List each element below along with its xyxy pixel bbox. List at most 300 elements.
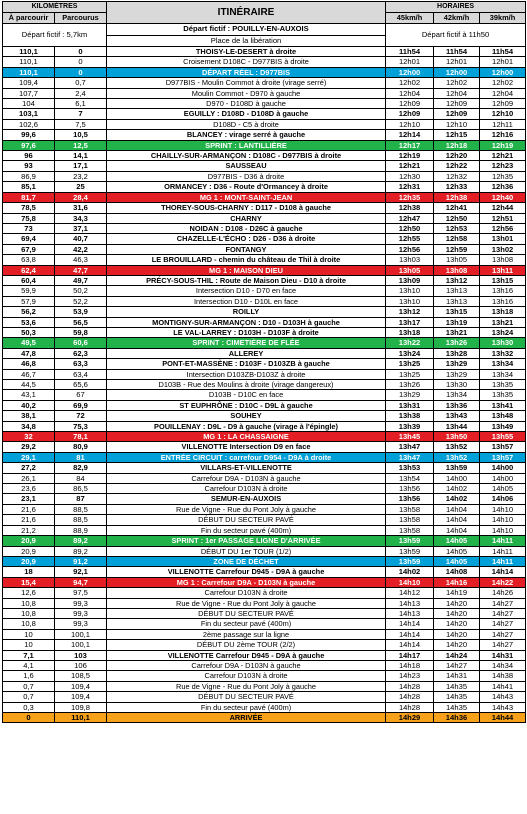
km-covered-cell: 17,1 <box>55 161 107 171</box>
time-39-cell: 12h11 <box>480 119 526 129</box>
time-39-cell: 12h21 <box>480 151 526 161</box>
itinerary-step-cell: EGUILLY : D108D - D108D à gauche <box>107 109 386 119</box>
km-remaining-cell: 81,7 <box>3 192 55 202</box>
km-covered-cell: 109,4 <box>55 692 107 702</box>
itinerary-step-cell: ST EUPHRÔNE : D10C - D9L à gauche <box>107 400 386 410</box>
time-42-cell: 13h08 <box>434 265 480 275</box>
time-42-cell: 13h36 <box>434 400 480 410</box>
itinerary-step-cell: VILLARS-ET-VILLENOTTE <box>107 463 386 473</box>
km-remaining-cell: 75,8 <box>3 213 55 223</box>
time-45-cell: 14h14 <box>386 640 434 650</box>
itinerary-step-cell: DÉBUT DU SECTEUR PAVÉ <box>107 692 386 702</box>
itinerary-step-cell: 2ème passage sur la ligne <box>107 629 386 639</box>
time-39-cell: 13h34 <box>480 359 526 369</box>
time-45-cell: 14h10 <box>386 577 434 587</box>
itinerary-row <box>3 629 526 639</box>
time-39-cell: 13h18 <box>480 307 526 317</box>
km-remaining-cell: 99,6 <box>3 130 55 140</box>
itinerary-step-cell: SEMUR-EN-AUXOIS <box>107 494 386 504</box>
fictive-start-place: Départ fictif : POUILLY-EN-AUXOIS <box>107 24 386 36</box>
time-39-cell: 12h01 <box>480 57 526 67</box>
itinerary-row <box>3 608 526 618</box>
itinerary-row <box>3 296 526 306</box>
time-39-cell: 13h21 <box>480 317 526 327</box>
km-covered-cell: 108,5 <box>55 671 107 681</box>
km-covered-cell: 80,9 <box>55 442 107 452</box>
time-42-cell: 14h19 <box>434 588 480 598</box>
km-covered-cell: 110,1 <box>55 713 107 723</box>
itinerary-step-cell: MG 1 : LA CHASSAIGNE <box>107 432 386 442</box>
time-45-cell: 13h12 <box>386 307 434 317</box>
time-42-cell: 14h31 <box>434 671 480 681</box>
itinerary-step-cell: PONT-ET-MASSÈNE : D103F - D103ZB à gauche <box>107 359 386 369</box>
km-covered-cell: 100,1 <box>55 640 107 650</box>
km-covered-cell: 100,1 <box>55 629 107 639</box>
itinerary-step-cell: D977BIS - Moulin Commot à droite (virage serré) <box>107 78 386 88</box>
time-39-cell: 14h27 <box>480 629 526 639</box>
itinerary-step-cell: DÉPART RÉEL : D977BIS <box>107 67 386 77</box>
km-remaining-cell: 59,9 <box>3 286 55 296</box>
time-42-cell: 14h20 <box>434 598 480 608</box>
itinerary-row <box>3 203 526 213</box>
itinerary-row <box>3 47 526 57</box>
itinerary-row <box>3 515 526 525</box>
itinerary-step-cell: DÉBUT DU SECTEUR PAVÉ <box>107 515 386 525</box>
itinerary-step-cell: POUILLENAY : D9L - D9 à gauche (virage à l'épingle) <box>107 421 386 431</box>
itinerary-row <box>3 78 526 88</box>
itinerary-step-cell: Carrefour D103N à droite <box>107 588 386 598</box>
time-39-cell: 13h35 <box>480 390 526 400</box>
km-covered-cell: 12,5 <box>55 140 107 150</box>
time-39-cell: 12h44 <box>480 203 526 213</box>
km-covered-cell: 49,7 <box>55 275 107 285</box>
time-45-cell: 13h47 <box>386 452 434 462</box>
km-remaining-cell: 60,4 <box>3 275 55 285</box>
km-covered-cell: 103 <box>55 650 107 660</box>
itinerary-row <box>3 598 526 608</box>
itinerary-row <box>3 588 526 598</box>
km-remaining-cell: 10,8 <box>3 619 55 629</box>
itinerary-row <box>3 140 526 150</box>
time-39-cell: 13h55 <box>480 432 526 442</box>
time-39-cell: 12h09 <box>480 99 526 109</box>
time-45-cell: 13h24 <box>386 348 434 358</box>
km-remaining-cell: 78,5 <box>3 203 55 213</box>
time-45-cell: 13h31 <box>386 400 434 410</box>
itinerary-row <box>3 463 526 473</box>
km-covered-cell: 2,4 <box>55 88 107 98</box>
itinerary-step-cell: SAUSSEAU <box>107 161 386 171</box>
time-45-cell: 13h29 <box>386 390 434 400</box>
time-42-cell: 13h50 <box>434 432 480 442</box>
itinerary-step-cell: D103B - D10C en face <box>107 390 386 400</box>
itinerary-step-cell: DÉBUT DU 1er TOUR (1/2) <box>107 546 386 556</box>
time-45-cell: 13h03 <box>386 255 434 265</box>
itinerary-step-cell: SPRINT : LANTILLIÈRE <box>107 140 386 150</box>
fictive-start-place-detail: Place de la libération <box>107 35 386 47</box>
time-39-cell: 14h11 <box>480 556 526 566</box>
itinerary-row <box>3 130 526 140</box>
itinerary-step-cell: D970 - D108D à gauche <box>107 99 386 109</box>
time-45-cell: 13h10 <box>386 286 434 296</box>
km-remaining-cell: 10 <box>3 629 55 639</box>
time-39-cell: 12h23 <box>480 161 526 171</box>
time-39-cell: 13h24 <box>480 327 526 337</box>
km-remaining-cell: 4,1 <box>3 660 55 670</box>
km-remaining-cell: 21,6 <box>3 515 55 525</box>
itinerary-step-cell: ALLEREY <box>107 348 386 358</box>
km-remaining-cell: 12,6 <box>3 588 55 598</box>
itinerary-row <box>3 109 526 119</box>
km-covered-cell: 59,8 <box>55 327 107 337</box>
itinerary-table <box>2 1 526 723</box>
km-remaining-cell: 46,8 <box>3 359 55 369</box>
km-covered-cell: 31,6 <box>55 203 107 213</box>
time-39-cell: 14h14 <box>480 567 526 577</box>
itinerary-step-cell: SOUHEY <box>107 411 386 421</box>
itinerary-step-cell: Intersection D103ZB-D103Z à droite <box>107 369 386 379</box>
time-42-cell: 14h20 <box>434 619 480 629</box>
fictive-start-row <box>3 24 526 36</box>
time-42-cell: 14h08 <box>434 567 480 577</box>
itinerary-row <box>3 171 526 181</box>
km-remaining-cell: 0 <box>3 713 55 723</box>
time-42-cell: 12h02 <box>434 78 480 88</box>
time-45-cell: 13h26 <box>386 380 434 390</box>
itinerary-row <box>3 213 526 223</box>
time-45-cell: 13h56 <box>386 484 434 494</box>
itinerary-row <box>3 671 526 681</box>
km-remaining-cell: 34,8 <box>3 421 55 431</box>
time-42-cell: 14h24 <box>434 650 480 660</box>
time-42-cell: 12h09 <box>434 99 480 109</box>
itinerary-row <box>3 182 526 192</box>
itinerary-row <box>3 57 526 67</box>
time-42-cell: 14h35 <box>434 681 480 691</box>
time-42-cell: 14h20 <box>434 640 480 650</box>
km-remaining-cell: 21,6 <box>3 504 55 514</box>
time-39-cell: 14h43 <box>480 702 526 712</box>
time-39-cell: 14h10 <box>480 504 526 514</box>
time-42-cell: 12h10 <box>434 119 480 129</box>
time-39-cell: 14h31 <box>480 650 526 660</box>
itinerary-row <box>3 327 526 337</box>
itinerary-step-cell: ZONE DE DÉCHET <box>107 556 386 566</box>
itinerary-row <box>3 442 526 452</box>
itinerary-row <box>3 99 526 109</box>
time-42-cell: 13h13 <box>434 286 480 296</box>
time-45-cell: 14h29 <box>386 713 434 723</box>
time-39-cell: 14h11 <box>480 536 526 546</box>
km-remaining-cell: 104 <box>3 99 55 109</box>
time-45-cell: 12h09 <box>386 99 434 109</box>
time-45-cell: 14h02 <box>386 567 434 577</box>
itinerary-row <box>3 161 526 171</box>
time-39-cell: 12h40 <box>480 192 526 202</box>
time-42-cell: 13h44 <box>434 421 480 431</box>
time-42-cell: 13h29 <box>434 359 480 369</box>
time-42-cell: 13h15 <box>434 307 480 317</box>
time-42-cell: 13h12 <box>434 275 480 285</box>
schedule-group-header: HORAIRES <box>386 2 526 13</box>
time-42-cell: 12h33 <box>434 182 480 192</box>
time-45-cell: 12h17 <box>386 140 434 150</box>
km-remaining-cell: 63,8 <box>3 255 55 265</box>
km-covered-cell: 88,5 <box>55 504 107 514</box>
time-45-cell: 12h09 <box>386 109 434 119</box>
time-45-cell: 13h54 <box>386 473 434 483</box>
km-covered-cell: 84 <box>55 473 107 483</box>
time-42-cell: 12h01 <box>434 57 480 67</box>
time-45-cell: 13h38 <box>386 411 434 421</box>
km-remaining-cell: 50,3 <box>3 327 55 337</box>
km-remaining-cell: 93 <box>3 161 55 171</box>
itinerary-step-cell: VILLENOTTE Carrefour D945 - D9A à gauche <box>107 567 386 577</box>
km-remaining-cell: 0,7 <box>3 681 55 691</box>
time-42-cell: 14h16 <box>434 577 480 587</box>
itinerary-header: ITINÉRAIRE <box>107 2 386 24</box>
time-42-cell: 13h29 <box>434 369 480 379</box>
km-covered-cell: 81 <box>55 452 107 462</box>
time-45-cell: 14h17 <box>386 650 434 660</box>
time-45-cell: 12h14 <box>386 130 434 140</box>
km-covered-cell: 10,5 <box>55 130 107 140</box>
itinerary-row <box>3 421 526 431</box>
time-39-cell: 13h08 <box>480 255 526 265</box>
time-42-cell: 13h13 <box>434 296 480 306</box>
time-45-cell: 12h30 <box>386 171 434 181</box>
time-42-cell: 12h09 <box>434 109 480 119</box>
km-covered-cell: 62,3 <box>55 348 107 358</box>
time-39-cell: 14h10 <box>480 525 526 535</box>
time-39-cell: 14h00 <box>480 473 526 483</box>
time-42-cell: 12h50 <box>434 213 480 223</box>
km-remaining-cell: 27,2 <box>3 463 55 473</box>
itinerary-step-cell: PRÉCY-SOUS-THIL : Route de Maison Dieu - D10 à droite <box>107 275 386 285</box>
km-covered-cell: 0,7 <box>55 78 107 88</box>
time-45-cell: 13h59 <box>386 536 434 546</box>
time-42-cell: 14h05 <box>434 556 480 566</box>
time-45-cell: 12h50 <box>386 223 434 233</box>
km-covered-cell: 99,3 <box>55 619 107 629</box>
km-remaining-cell: 29,1 <box>3 452 55 462</box>
time-45-cell: 13h10 <box>386 296 434 306</box>
itinerary-row <box>3 192 526 202</box>
time-39-cell: 13h02 <box>480 244 526 254</box>
itinerary-step-cell: Carrefour D103N à droite <box>107 671 386 681</box>
itinerary-step-cell: Rue de Vigne - Rue du Pont Joly à gauche <box>107 681 386 691</box>
time-45-cell: 14h14 <box>386 629 434 639</box>
itinerary-row <box>3 234 526 244</box>
time-39-cell: 14h41 <box>480 681 526 691</box>
itinerary-step-cell: VILLENOTTE Carrefour D945 - D9A à gauche <box>107 650 386 660</box>
km-remaining-cell: 26,1 <box>3 473 55 483</box>
itinerary-step-cell: Intersection D10 - D70 en face <box>107 286 386 296</box>
time-39-cell: 12h51 <box>480 213 526 223</box>
time-39-cell: 12h36 <box>480 182 526 192</box>
km-covered-cell: 67 <box>55 390 107 400</box>
time-39-cell: 12h00 <box>480 67 526 77</box>
time-39-cell: 14h38 <box>480 671 526 681</box>
itinerary-step-cell: THOREY-SOUS-CHARNY : D117 - D108 à gauche <box>107 203 386 213</box>
km-remaining-cell: 0,7 <box>3 692 55 702</box>
time-45-cell: 14h28 <box>386 681 434 691</box>
itinerary-row <box>3 536 526 546</box>
time-45-cell: 13h58 <box>386 515 434 525</box>
itinerary-row <box>3 577 526 587</box>
itinerary-row <box>3 359 526 369</box>
km-remaining-cell: 110,1 <box>3 57 55 67</box>
time-45-cell: 13h58 <box>386 504 434 514</box>
time-39-cell: 12h04 <box>480 88 526 98</box>
time-45-cell: 14h18 <box>386 660 434 670</box>
km-remaining-cell: 15,4 <box>3 577 55 587</box>
time-39-cell: 13h34 <box>480 369 526 379</box>
km-covered-cell: 88,9 <box>55 525 107 535</box>
time-42-cell: 13h52 <box>434 442 480 452</box>
time-42-cell: 12h32 <box>434 171 480 181</box>
itinerary-row <box>3 119 526 129</box>
km-remaining-cell: 69,4 <box>3 234 55 244</box>
itinerary-step-cell: D977BIS - D36 à droite <box>107 171 386 181</box>
time-39-cell: 13h57 <box>480 452 526 462</box>
km-covered-cell: 72 <box>55 411 107 421</box>
time-45-cell: 14h14 <box>386 619 434 629</box>
time-42-cell: 11h54 <box>434 47 480 57</box>
time-39-cell: 14h27 <box>480 598 526 608</box>
time-39-cell: 13h49 <box>480 421 526 431</box>
itinerary-step-cell: MG 1 : Carrefour D9A - D103N à gauche <box>107 577 386 587</box>
itinerary-step-cell: Carrefour D103N à droite <box>107 484 386 494</box>
itinerary-step-cell: Intersection D10 - D10L en face <box>107 296 386 306</box>
km-remaining-cell: 21,2 <box>3 525 55 535</box>
time-39-cell: 14h06 <box>480 494 526 504</box>
time-39-cell: 12h10 <box>480 109 526 119</box>
itinerary-step-cell: BLANCEY : virage serré à gauche <box>107 130 386 140</box>
time-42-cell: 14h36 <box>434 713 480 723</box>
time-45-cell: 14h13 <box>386 598 434 608</box>
time-42-cell: 14h35 <box>434 692 480 702</box>
itinerary-step-cell: Fin du secteur pavé (400m) <box>107 619 386 629</box>
itinerary-row <box>3 494 526 504</box>
km-covered-cell: 87 <box>55 494 107 504</box>
time-39-cell: 13h11 <box>480 265 526 275</box>
km-remaining-cell: 10,8 <box>3 608 55 618</box>
time-39-cell: 13h16 <box>480 296 526 306</box>
time-42-cell: 12h41 <box>434 203 480 213</box>
km-remaining-cell: 20,9 <box>3 556 55 566</box>
km-covered-cell: 99,3 <box>55 598 107 608</box>
time-39-cell: 12h56 <box>480 223 526 233</box>
itinerary-row <box>3 411 526 421</box>
time-45-cell: 12h47 <box>386 213 434 223</box>
itinerary-step-cell: ORMANCEY : D36 - Route d'Ormancey à droite <box>107 182 386 192</box>
km-remaining-cell: 109,4 <box>3 78 55 88</box>
km-remaining-cell: 86,9 <box>3 171 55 181</box>
km-remaining-cell: 62,4 <box>3 265 55 275</box>
itinerary-step-cell: D108D - C5 à droite <box>107 119 386 129</box>
itinerary-step-cell: D103B - Rue des Moulins à droite (virage dangereux) <box>107 380 386 390</box>
itinerary-step-cell: VILLENOTTE Intersection D9 en face <box>107 442 386 452</box>
km-remaining-cell: 20,9 <box>3 536 55 546</box>
time-42-cell: 14h20 <box>434 608 480 618</box>
itinerary-step-cell: MG 1 : MONT-SAINT-JEAN <box>107 192 386 202</box>
itinerary-row <box>3 390 526 400</box>
time-39-cell: 14h00 <box>480 463 526 473</box>
time-39-cell: 13h16 <box>480 286 526 296</box>
itinerary-row <box>3 432 526 442</box>
itinerary-step-cell: Rue de Vigne - Rue du Pont Joly à gauche <box>107 598 386 608</box>
km-covered-cell: 86,5 <box>55 484 107 494</box>
itinerary-row <box>3 255 526 265</box>
time-39-cell: 14h05 <box>480 484 526 494</box>
time-45-cell: 12h04 <box>386 88 434 98</box>
itinerary-step-cell: Fin du secteur pavé (400m) <box>107 702 386 712</box>
covered-km-header: Parcourus <box>55 13 107 24</box>
itinerary-step-cell: CHARNY <box>107 213 386 223</box>
time-45-cell: 13h17 <box>386 317 434 327</box>
km-covered-cell: 46,3 <box>55 255 107 265</box>
time-39-cell: 14h43 <box>480 692 526 702</box>
time-45-cell: 13h59 <box>386 556 434 566</box>
km-remaining-cell: 23,6 <box>3 484 55 494</box>
itinerary-step-cell: NOIDAN : D108 - D26C à gauche <box>107 223 386 233</box>
itinerary-step-cell: LE VAL-LARREY : D103H - D103F à droite <box>107 327 386 337</box>
itinerary-step-cell: ARRIVÉE <box>107 713 386 723</box>
time-42-cell: 12h22 <box>434 161 480 171</box>
km-covered-cell: 99,3 <box>55 608 107 618</box>
itinerary-row <box>3 556 526 566</box>
time-45-cell: 13h05 <box>386 265 434 275</box>
itinerary-row <box>3 660 526 670</box>
km-remaining-cell: 96 <box>3 151 55 161</box>
time-45-cell: 11h54 <box>386 47 434 57</box>
km-remaining-cell: 103,1 <box>3 109 55 119</box>
itinerary-step-cell: CHAILLY-SUR-ARMANÇON : D108C - D977BIS à droite <box>107 151 386 161</box>
itinerary-step-cell: Moulin Commot - D970 à gauche <box>107 88 386 98</box>
itinerary-step-cell: LE BROUILLARD - chemin du château de Thil à droite <box>107 255 386 265</box>
time-42-cell: 14h04 <box>434 504 480 514</box>
time-42-cell: 13h43 <box>434 411 480 421</box>
km-covered-cell: 25 <box>55 182 107 192</box>
km-remaining-cell: 43,1 <box>3 390 55 400</box>
km-covered-cell: 92,1 <box>55 567 107 577</box>
km-covered-cell: 6,1 <box>55 99 107 109</box>
time-39-cell: 14h22 <box>480 577 526 587</box>
time-45-cell: 12h10 <box>386 119 434 129</box>
km-covered-cell: 97,5 <box>55 588 107 598</box>
km-covered-cell: 34,3 <box>55 213 107 223</box>
time-39-cell: 14h27 <box>480 619 526 629</box>
km-covered-cell: 7 <box>55 109 107 119</box>
time-42-cell: 12h59 <box>434 244 480 254</box>
km-covered-cell: 23,2 <box>55 171 107 181</box>
km-remaining-cell: 46,7 <box>3 369 55 379</box>
km-remaining-cell: 23,1 <box>3 494 55 504</box>
time-45-cell: 13h18 <box>386 327 434 337</box>
km-remaining-cell: 18 <box>3 567 55 577</box>
itinerary-step-cell: ENTRÉE CIRCUIT : carrefour D954 - D9A à droite <box>107 452 386 462</box>
km-remaining-cell: 44,5 <box>3 380 55 390</box>
time-45-cell: 13h25 <box>386 359 434 369</box>
km-remaining-cell: 102,6 <box>3 119 55 129</box>
itinerary-row <box>3 380 526 390</box>
time-45-cell: 14h13 <box>386 608 434 618</box>
itinerary-row <box>3 348 526 358</box>
km-remaining-cell: 10,8 <box>3 598 55 608</box>
km-group-header: KILOMÈTRES <box>3 2 107 13</box>
time-39-cell: 14h26 <box>480 588 526 598</box>
